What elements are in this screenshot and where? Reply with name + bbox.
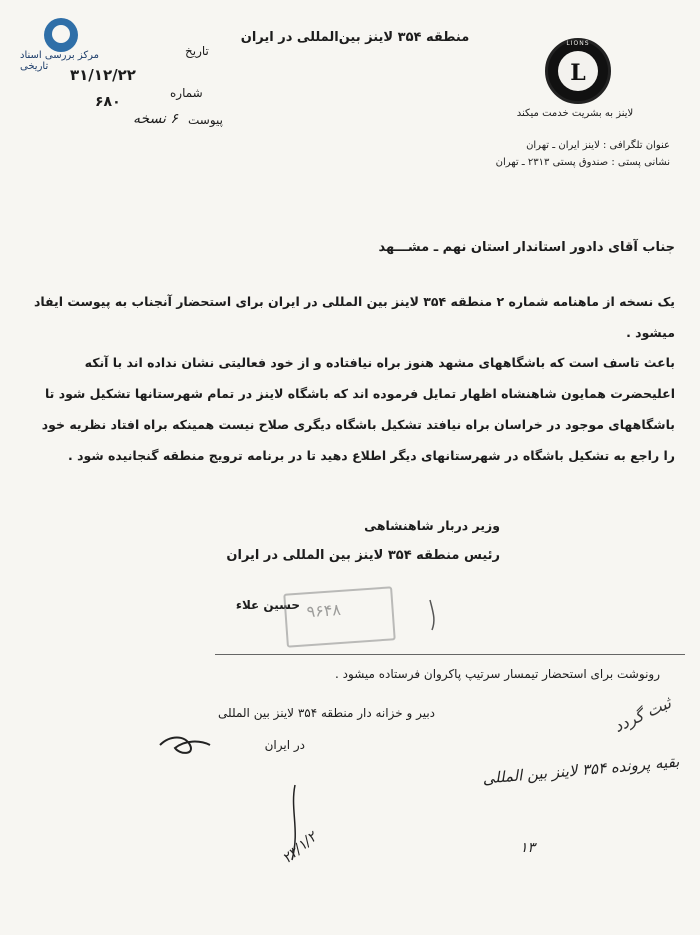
- handwritten-note-2: بقیه پرونده ۳۵۴ لاینز بین المللی: [481, 752, 681, 788]
- archive-watermark: مرکز بررسی اسناد تاریخی: [20, 50, 100, 72]
- handwritten-number: ۱۳: [520, 840, 536, 856]
- organization-title: منطقه ۳۵۴ لاینز بین‌المللی در ایران: [240, 30, 470, 45]
- stamp-text: ۹۶۴۸: [305, 599, 342, 622]
- signatory-position: رئیس منطقه ۳۵۴ لاینز بین المللی در ایران: [226, 548, 500, 563]
- date-value: ۳۱/۱۲/۲۲: [70, 66, 136, 84]
- number-value: ۶۸۰: [95, 94, 121, 110]
- archive-logo-icon: [44, 18, 78, 52]
- emblem-ring-text: LIONS: [566, 40, 590, 47]
- paragraph-1: یک نسخه از ماهنامه شماره ۲ منطقه ۳۵۴ لاینز بین المللی در ایران برای استحضار آنجناب به پیوست ایفاد میشود .: [33, 294, 675, 340]
- signatory-title: وزیر دربار شاهنشاهی: [364, 518, 500, 533]
- attachment-label: پیوست: [188, 113, 223, 127]
- telegraph-address: عنوان تلگرافی : لاینز ایران ـ تهران: [526, 140, 670, 151]
- date-label: تاریخ: [185, 44, 209, 58]
- handwritten-date: ۲۳/۱/۲: [279, 829, 321, 867]
- scribble-hook: [430, 600, 434, 630]
- secretary-title-cont: در ایران: [264, 738, 305, 752]
- cc-line: رونوشت برای استحضار تیمسار سرتیپ پاکروان فرستاده میشود .: [335, 667, 660, 681]
- number-label: شماره: [170, 86, 203, 100]
- emblem-letter: L: [570, 60, 586, 86]
- addressee: جناب آقای دادور استاندار استان نهم ـ مشـــهد: [378, 240, 675, 255]
- lions-emblem-icon: [545, 38, 611, 104]
- office-stamp: [283, 586, 396, 647]
- handwritten-note-1: ثبت گردد: [610, 693, 674, 736]
- postal-address: نشانی پستی : صندوق پستی ۲۳۱۳ ـ تهران: [495, 157, 670, 168]
- signatory-name: حسین علاء: [235, 598, 300, 612]
- paragraph-2: باعث تاسف است که باشگاههای مشهد هنوز براه نیافتاده و از خود فعالیتی نشان نداده اند با آنکه اعلیحضرت همایون شاهنشاه اظهار تمایل فرموده اند که باشگاه لاینز در تمام شهرستانها تشکیل شود تا باشگاههای موجود در خراسان براه نیافتد تشکیل باشگاه دیگری صلاح نیست همینکه براه افتاد نظریه خود را راجع به تشکیل باشگاه در شهرستانهای دیگر اطلاع دهید تا در برنامه ترویج منطقه گنجانیده شود .: [41, 355, 675, 463]
- divider: [215, 654, 685, 655]
- attachment-value: ۶ نسخه: [133, 111, 178, 127]
- motto: لاینز به بشریت خدمت میکند: [516, 108, 634, 119]
- secretary-title: دبیر و خزانه دار منطقه ۳۵۴ لاینز بین المللی: [218, 706, 435, 720]
